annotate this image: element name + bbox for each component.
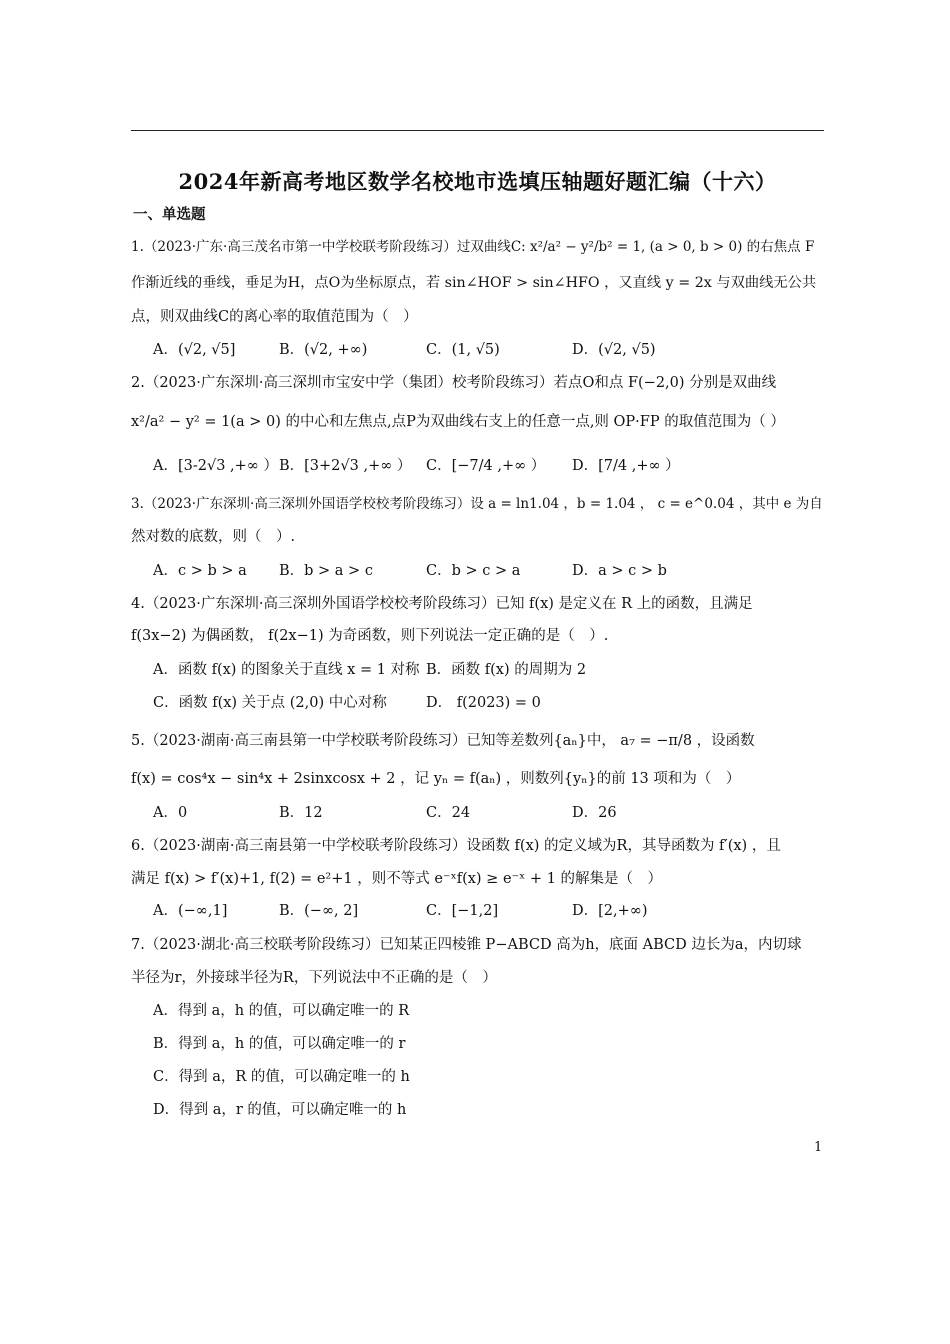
q3-option-b: B．b > a > c	[279, 563, 373, 579]
q1-option-b: B．(√2, +∞)	[279, 342, 368, 358]
q6-option-b: B．(−∞, 2]	[279, 903, 359, 919]
q6-option-d: D．[2,+∞)	[572, 903, 648, 919]
q2-option-c: C．[−7/4 ,+∞ ）	[426, 458, 546, 474]
q6-line-2: 满足 f(x) > f′(x)+1, f(2) = e²+1 ，则不等式 e⁻ˣf(x) ≥ e⁻ˣ + 1 的解集是（ ）	[131, 871, 663, 887]
q4-option-d: D． f(2023) = 0	[426, 695, 541, 711]
q3-line-1: 3.（2023·广东深圳·高三深圳外国语学校校考阶段练习）设 a = ln1.04 ，b = 1.04 ， c = e^0.04 ，其中 e 为自	[131, 496, 823, 512]
section-heading: 一、单选题	[133, 206, 206, 223]
q2-option-a: A．[3-2√3 ,+∞ ）	[153, 458, 278, 474]
q2-line-2: x²/a² − y² = 1(a > 0) 的中心和左焦点,点P为双曲线右支上的任意一点,则 OP·FP 的取值范围为（ ）	[131, 414, 785, 430]
q1-option-d: D．(√2, √5)	[572, 342, 656, 358]
q3-line-2: 然对数的底数，则（ ）.	[131, 529, 296, 545]
q1-line-1: 1.（2023·广东·高三茂名市第一中学校联考阶段练习）过双曲线C: x²/a² − y²/b² = 1, (a > 0, b > 0) 的右焦点 F	[131, 239, 815, 255]
q1-line-2: 作渐近线的垂线，垂足为H，点O为坐标原点，若 sin∠HOF > sin∠HFO ，又直线 y = 2x 与双曲线无公共	[131, 275, 817, 291]
q7-option-a: A．得到 a，h 的值，可以确定唯一的 R	[153, 1003, 410, 1019]
q5-option-a: A．0	[153, 805, 188, 821]
q2-option-d: D．[7/4 ,+∞ ）	[572, 458, 680, 474]
q2-option-b: B．[3+2√3 ,+∞ ）	[279, 458, 412, 474]
q5-option-b: B．12	[279, 805, 323, 821]
page-title: 2024年新高考地区数学名校地市选填压轴题好题汇编（十六）	[178, 169, 777, 194]
q7-line-1: 7.（2023·湖北·高三校联考阶段练习）已知某正四棱锥 P−ABCD 高为h，底面 ABCD 边长为a，内切球	[131, 937, 802, 953]
q5-option-c: C．24	[426, 805, 471, 821]
q3-option-d: D．a > c > b	[572, 563, 667, 579]
q4-line-1: 4.（2023·广东深圳·高三深圳外国语学校校考阶段练习）已知 f(x) 是定义在 R 上的函数，且满足	[131, 596, 753, 612]
q3-option-c: C．b > c > a	[426, 563, 521, 579]
q7-option-d: D．得到 a，r 的值，可以确定唯一的 h	[153, 1102, 407, 1118]
q7-line-2: 半径为r，外接球半径为R，下列说法中不正确的是（ ）	[131, 970, 497, 986]
q4-option-b: B．函数 f(x) 的周期为 2	[426, 662, 587, 678]
header-rule	[131, 130, 824, 131]
q2-line-1: 2.（2023·广东深圳·高三深圳市宝安中学（集团）校考阶段练习）若点O和点 F(−2,0) 分别是双曲线	[131, 375, 777, 391]
q7-option-b: B．得到 a，h 的值，可以确定唯一的 r	[153, 1036, 406, 1052]
page-number: 1	[814, 1140, 823, 1155]
q7-option-c: C．得到 a，R 的值，可以确定唯一的 h	[153, 1069, 410, 1085]
q5-line-1: 5.（2023·湖南·高三南县第一中学校联考阶段练习）已知等差数列{aₙ}中， a₇ = −π/8 ，设函数	[131, 733, 755, 749]
q5-option-d: D．26	[572, 805, 617, 821]
q6-option-c: C．[−1,2]	[426, 903, 499, 919]
q6-option-a: A．(−∞,1]	[153, 903, 228, 919]
q3-option-a: A．c > b > a	[153, 563, 247, 579]
q4-option-a: A．函数 f(x) 的图象关于直线 x = 1 对称	[153, 662, 420, 678]
q1-line-3: 点，则双曲线C的离心率的取值范围为（ ）	[131, 309, 418, 325]
q5-line-2: f(x) = cos⁴x − sin⁴x + 2sinxcosx + 2 ，记 yₙ = f(aₙ) ，则数列{yₙ}的前 13 项和为（ ）	[131, 771, 741, 787]
q1-option-a: A．(√2, √5]	[153, 342, 236, 358]
q4-line-2: f(3x−2) 为偶函数， f(2x−1) 为奇函数，则下列说法一定正确的是（ ）.	[131, 628, 609, 644]
q1-option-c: C．(1, √5)	[426, 342, 500, 358]
q4-option-c: C．函数 f(x) 关于点 (2,0) 中心对称	[153, 695, 387, 711]
q6-line-1: 6.（2023·湖南·高三南县第一中学校联考阶段练习）设函数 f(x) 的定义域为R，其导函数为 f′(x) ，且	[131, 838, 781, 854]
